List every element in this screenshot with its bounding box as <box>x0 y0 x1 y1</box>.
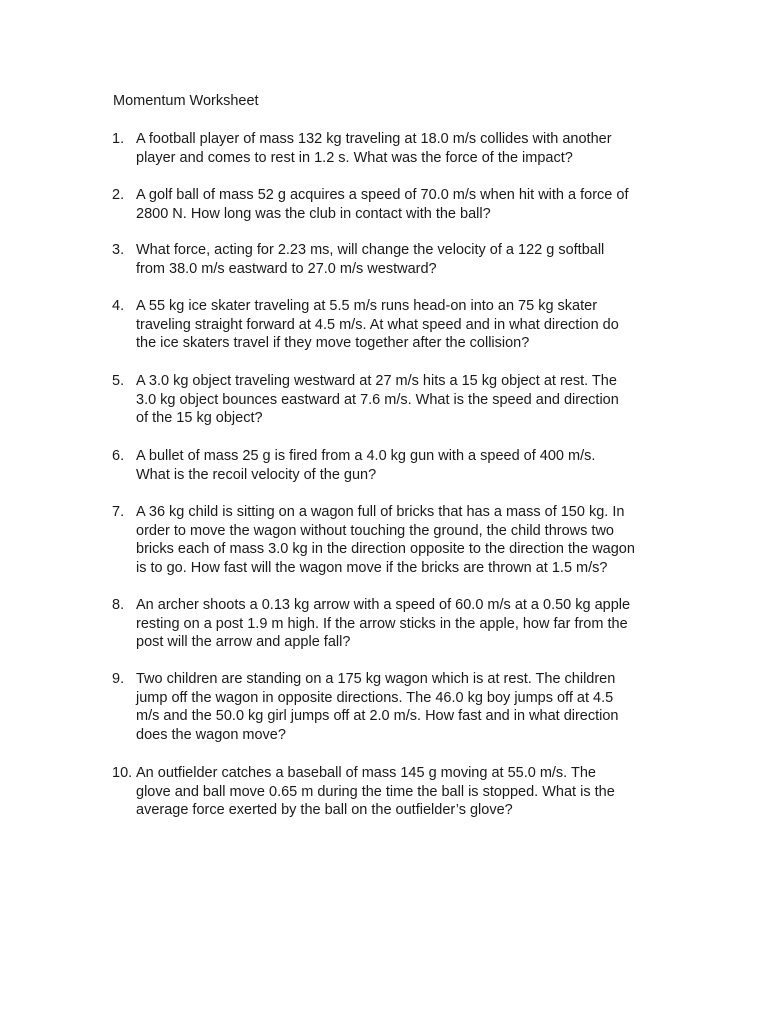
question-line: An archer shoots a 0.13 kg arrow with a speed of 60.0 m/s at a 0.50 kg apple <box>136 597 631 613</box>
question-text <box>136 447 652 484</box>
question-line: 3.0 kg object bounces eastward at 7.6 m/s. What is the speed and direction <box>136 391 619 408</box>
question-line: A 3.0 kg object traveling westward at 27 m/s hits a 15 kg object at rest. The <box>136 373 617 389</box>
question-line: m/s and the 50.0 kg girl jumps off at 2.0 m/s. How fast and in what direction <box>136 708 619 724</box>
question-line: of the 15 kg object? <box>136 410 263 426</box>
question-line: average force exerted by the ball on the outfielder’s glove? <box>136 802 513 818</box>
question-line: glove and ball move 0.65 m during the time the ball is stopped. What is the <box>136 783 615 800</box>
question-line: does the wagon move? <box>136 726 286 743</box>
question-line: What force, acting for 2.23 ms, will change the velocity of a 122 g softball <box>136 242 605 258</box>
question-number: 1. <box>112 131 125 147</box>
question-line: player and comes to rest in 1.2 s. What was the force of the impact? <box>136 149 573 166</box>
question-line: traveling straight forward at 4.5 m/s. At what speed and in what direction do <box>136 316 619 333</box>
question-text <box>136 186 652 223</box>
question-line: A 55 kg ice skater traveling at 5.5 m/s runs head-on into an 75 kg skater <box>136 298 598 314</box>
question-text <box>136 297 652 353</box>
question-number: 9. <box>112 671 125 687</box>
question-line: bricks each of mass 3.0 kg in the direction opposite to the direction the wagon <box>136 541 635 557</box>
question-text <box>136 241 652 278</box>
question-9 <box>112 670 652 744</box>
question-line: A bullet of mass 25 g is fired from a 4.0 kg gun with a speed of 400 m/s. <box>136 448 596 464</box>
question-number: 4. <box>112 298 125 314</box>
question-10 <box>112 764 652 820</box>
question-7 <box>112 503 652 577</box>
question-4 <box>112 297 652 353</box>
question-line: from 38.0 m/s eastward to 27.0 m/s westward? <box>136 260 437 277</box>
question-number: 2. <box>112 187 125 203</box>
question-1 <box>112 130 652 167</box>
question-line: An outfielder catches a baseball of mass 145 g moving at 55.0 m/s. The <box>136 765 596 781</box>
question-text <box>136 764 652 820</box>
question-6 <box>112 447 652 484</box>
question-8 <box>112 596 652 652</box>
question-text <box>136 372 652 428</box>
worksheet-title: Momentum Worksheet <box>113 93 259 109</box>
question-number: 6. <box>112 448 125 464</box>
question-line: A 36 kg child is sitting on a wagon full of bricks that has a mass of 150 kg. In <box>136 504 625 520</box>
question-number: 7. <box>112 504 125 520</box>
question-text <box>136 130 652 167</box>
question-line: jump off the wagon in opposite directions. The 46.0 kg boy jumps off at 4.5 <box>136 689 614 706</box>
question-line: the ice skaters travel if they move together after the collision? <box>136 335 530 351</box>
question-text <box>136 670 652 744</box>
question-5 <box>112 372 652 428</box>
question-number: 3. <box>112 242 125 258</box>
question-number: 8. <box>112 597 125 613</box>
question-line: A golf ball of mass 52 g acquires a speed of 70.0 m/s when hit with a force of <box>136 187 629 203</box>
question-line: What is the recoil velocity of the gun? <box>136 466 377 483</box>
question-number: 10. <box>112 765 133 781</box>
question-number: 5. <box>112 373 125 389</box>
question-text <box>136 596 652 652</box>
question-line: A football player of mass 132 kg traveling at 18.0 m/s collides with another <box>136 131 612 147</box>
question-3 <box>112 241 652 278</box>
question-line: 2800 N. How long was the club in contact with the ball? <box>136 205 491 222</box>
question-2 <box>112 186 652 223</box>
question-text <box>136 503 652 577</box>
question-line: post will the arrow and apple fall? <box>136 634 351 650</box>
question-line: Two children are standing on a 175 kg wagon which is at rest. The children <box>136 671 616 687</box>
question-line: resting on a post 1.9 m high. If the arrow sticks in the apple, how far from the <box>136 615 628 632</box>
question-line: is to go. How fast will the wagon move if the bricks are thrown at 1.5 m/s? <box>136 559 608 576</box>
question-line: order to move the wagon without touching the ground, the child throws two <box>136 522 614 539</box>
